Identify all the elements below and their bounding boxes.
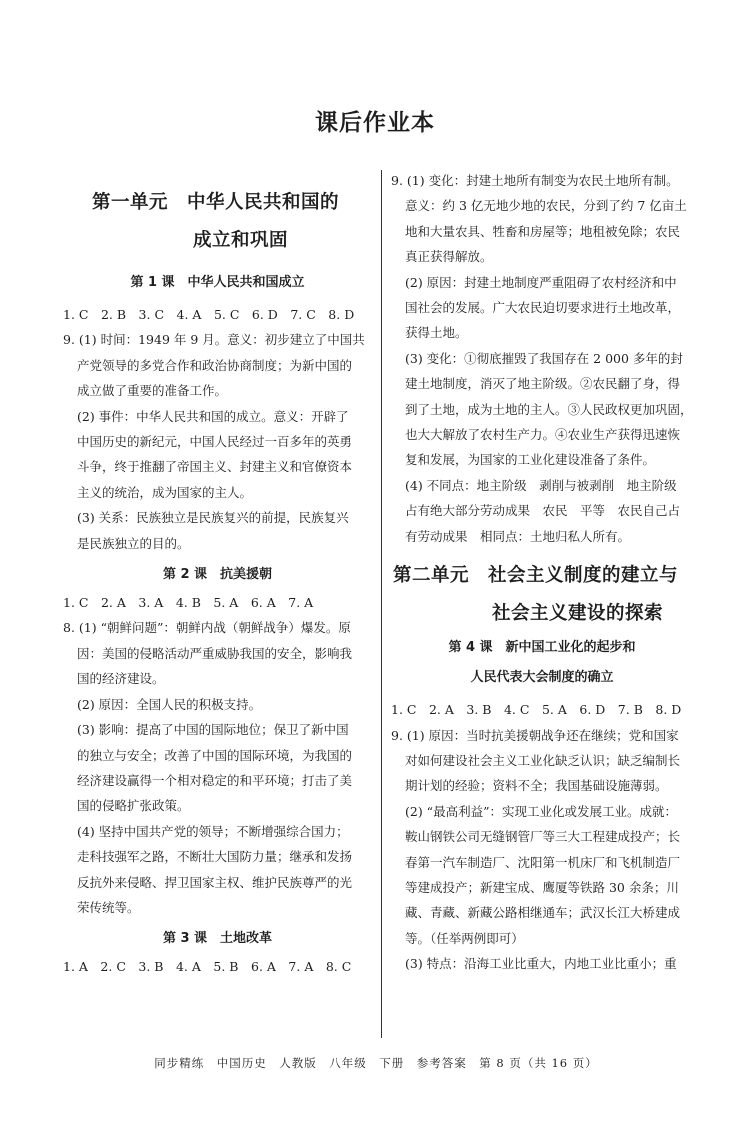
answer-line: 有劳动成果 相同点：土地归私人所有。 xyxy=(405,528,631,544)
answer-line: 等建成投产；新建宝成、鹰厦等铁路 30 余条；川 xyxy=(405,879,679,895)
left-column xyxy=(63,184,372,980)
answer-line: 的独立与安全；改善了中国的国际环境，为我国的 xyxy=(77,747,353,763)
lesson-1-title: 第 1 课 中华人民共和国成立 xyxy=(130,275,305,290)
answer-line: 对如何建设社会主义工业化缺乏认识；缺乏编制长 xyxy=(405,752,681,768)
unit-heading-line: 社会主义建设的探索 xyxy=(492,603,664,625)
answer-line: 荣传统等。 xyxy=(77,899,140,915)
answer-line: 意义：约 3 亿无地少地的农民，分到了约 7 亿亩土 xyxy=(405,198,687,214)
answer-line: 期计划的经验；资料不全；我国基础设施薄弱。 xyxy=(405,778,668,794)
answer-line: 地和大量农具、牲畜和房屋等；地租被免除；农民 xyxy=(405,223,681,239)
lesson-2-title: 第 2 课 抗美援朝 xyxy=(162,567,273,583)
unit-heading-line: 第一单元 中华人民共和国的 xyxy=(92,192,340,213)
answer-line: 真正获得解放。 xyxy=(405,249,493,265)
answer-line: (3) 变化：①彻底摧毁了我国存在 2 000 多年的封 xyxy=(405,350,683,366)
answer-line: (4) 不同点：地主阶级 剥削与被剥削 地主阶级 xyxy=(405,477,677,493)
answer-line: 9. (1) 时间：1949 年 9 月。意义：初步建立了中国共 xyxy=(63,332,365,348)
answer-line: (3) 关系：民族独立是民族复兴的前提，民族复兴 xyxy=(77,510,349,526)
unit-heading-2 xyxy=(391,557,693,633)
answer-line: 9. (1) 原因：当时抗美援朝战争还在继续；党和国家 xyxy=(391,727,679,743)
answer-line: 等。（任举两例即可） xyxy=(405,930,524,946)
lesson-4-title xyxy=(391,633,693,693)
lesson-3-answers xyxy=(63,954,372,979)
answer-line: 反抗外来侵略、捍卫国家主权、维护民族尊严的光 xyxy=(77,874,353,890)
answer-line: 国社会的发展。广大农民迫切要求进行土地改革， xyxy=(405,300,681,316)
right-column xyxy=(391,168,693,977)
answer-line: 1. C 2. A 3. A 4. B 5. A 6. A 7. A xyxy=(63,595,314,611)
answer-line: (2) 事件：中华人民共和国的成立。意义：开辟了 xyxy=(77,408,349,424)
answer-line: 获得土地。 xyxy=(405,325,468,341)
answer-line: 产党领导的多党合作和政治协商制度；为新中国的 xyxy=(77,357,353,373)
answer-line: 到了土地，成为土地的主人。③人民政权更加巩固， xyxy=(405,401,693,417)
answer-line: 是民族独立的目的。 xyxy=(77,535,190,551)
answer-line: (2) 原因：封建土地制度严重阻碍了农村经济和中 xyxy=(405,274,677,290)
answer-line: (3) 特点：沿海工业比重大，内地工业比重小；重 xyxy=(405,956,677,972)
answer-line: 1. C 2. B 3. C 4. A 5. C 6. D 7. C 8. D xyxy=(63,307,355,322)
answer-line: 9. (1) 变化：封建土地所有制变为农民土地所有制。 xyxy=(391,173,679,188)
answer-line: 建土地制度，消灭了地主阶级。②农民翻了身，得 xyxy=(405,376,681,392)
unit-heading-line: 第二单元 社会主义制度的建立与 xyxy=(393,565,679,587)
answer-line: 斗争，终于推翻了帝国主义、封建主义和官僚资本 xyxy=(77,459,353,475)
answer-line: 因：美国的侵略活动严重威胁我国的安全，影响我 xyxy=(77,645,353,661)
answer-line: 主义的统治，成为国家的主人。 xyxy=(77,484,253,500)
answer-line: (2) 原因：全国人民的积极支持。 xyxy=(77,696,262,712)
answer-line: 也大大解放了农村生产力。④农业生产获得迅速恢 xyxy=(405,427,681,443)
lesson-3-title: 第 3 课 土地改革 xyxy=(162,931,273,947)
answer-line: 国的经济建设。 xyxy=(77,671,165,687)
answer-line: 1. C 2. A 3. B 4. C 5. A 6. D 7. B 8. D xyxy=(391,702,682,718)
answer-line: 占有绝大部分劳动成果 农民 平等 农民自己占 xyxy=(405,503,681,519)
answer-line: 成立做了重要的准备工作。 xyxy=(77,383,228,399)
page-footer: 同步精练 中国历史 人教版 八年级 下册 参考答案 第 8 页（共 16 页） xyxy=(154,1056,598,1070)
answer-line: 鞍山钢铁公司无缝钢管厂等三大工程建成投产；长 xyxy=(405,829,681,845)
answer-line: 中国历史的新纪元，中国人民经过一百多年的英勇 xyxy=(77,434,353,450)
lesson-title-line: 人民代表大会制度的确立 xyxy=(470,670,614,686)
answer-line: 经济建设赢得一个相对稳定的和平环境；打击了美 xyxy=(77,772,353,788)
answer-line: (4) 坚持中国共产党的领导；不断增强综合国力； xyxy=(77,823,349,839)
answer-line: 1. A 2. C 3. B 4. A 5. B 6. A 7. A 8. C xyxy=(63,959,352,975)
answer-line: 春第一汽车制造厂、沈阳第一机床厂和飞机制造厂 xyxy=(405,854,681,870)
lesson-4-answers xyxy=(391,697,693,976)
answer-line: 走科技强军之路，不断壮大国防力量；继承和发扬 xyxy=(77,849,353,865)
column-divider xyxy=(381,170,382,1038)
unit-heading-1 xyxy=(63,184,372,260)
page-title: 课后作业本 xyxy=(315,110,435,136)
answer-line: 藏、青藏、新藏公路相继通车；武汉长江大桥建成 xyxy=(405,905,681,921)
answer-line: (2) “最高利益”：实现工业化或发展工业。成就： xyxy=(405,803,677,819)
lesson-1-answers xyxy=(63,302,372,556)
answer-line: (3) 影响：提高了中国的国际地位；保卫了新中国 xyxy=(77,722,349,738)
answer-line: 国的侵略扩张政策。 xyxy=(77,798,190,814)
lesson-title-line: 第 4 课 新中国工业化的起步和 xyxy=(448,640,636,656)
lesson-3-q9-answers xyxy=(391,168,693,549)
answer-line: 8. (1) “朝鲜问题”：朝鲜内战（朝鲜战争）爆发。原 xyxy=(63,620,351,636)
answer-line: 复和发展，为国家的工业化建设准备了条件。 xyxy=(405,452,656,468)
unit-heading-line: 成立和巩固 xyxy=(193,230,289,251)
lesson-2-answers xyxy=(63,590,372,920)
